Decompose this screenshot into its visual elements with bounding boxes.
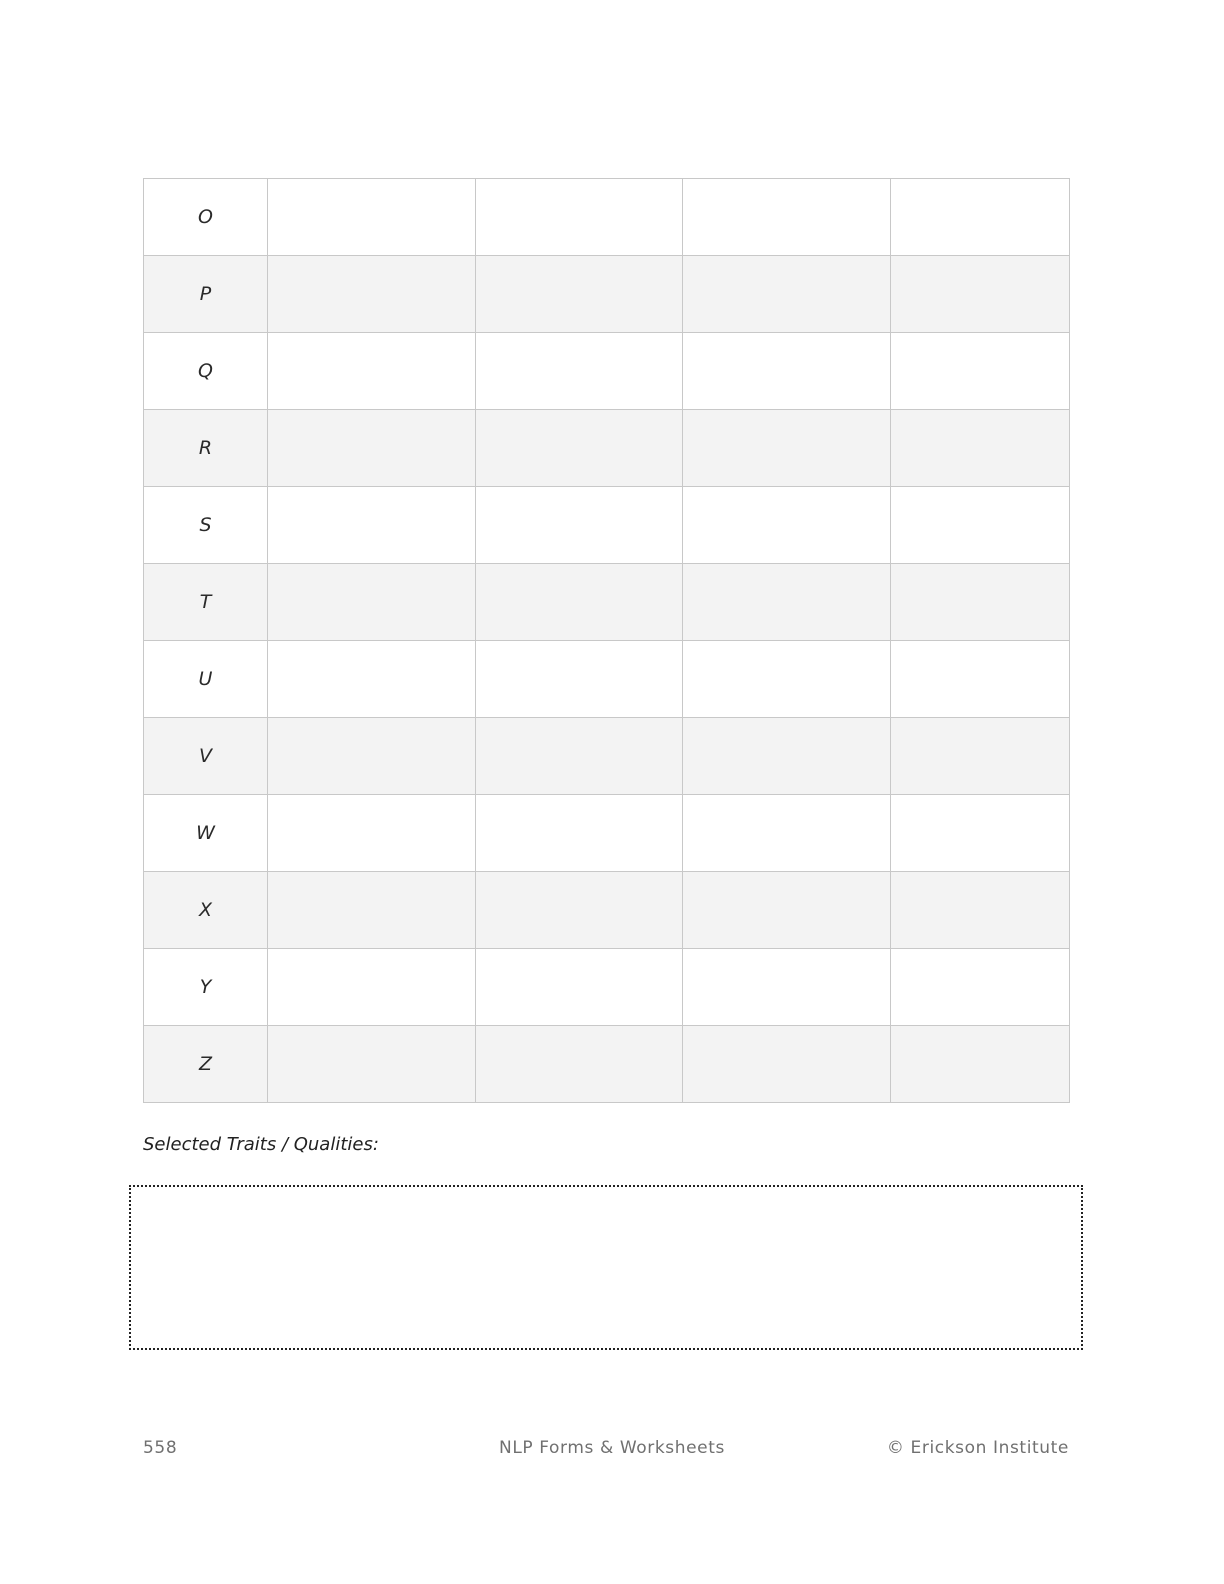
- entry-cell[interactable]: [683, 333, 891, 410]
- entry-cell[interactable]: [268, 256, 476, 333]
- entry-cell[interactable]: [891, 256, 1070, 333]
- entry-cell[interactable]: [476, 487, 683, 564]
- table-row: [144, 641, 1070, 718]
- entry-cell[interactable]: [683, 795, 891, 872]
- row-letter: O: [144, 179, 268, 256]
- entry-cell[interactable]: [683, 641, 891, 718]
- footer-copyright: © Erickson Institute: [886, 1438, 1069, 1458]
- entry-cell[interactable]: [476, 718, 683, 795]
- row-letter: T: [144, 564, 268, 641]
- entry-cell[interactable]: [891, 641, 1070, 718]
- table-row: [144, 256, 1070, 333]
- table-row: [144, 718, 1070, 795]
- table-row: [144, 1026, 1070, 1103]
- entry-cell[interactable]: [268, 410, 476, 487]
- row-letter: Q: [144, 333, 268, 410]
- entry-cell[interactable]: [891, 1026, 1070, 1103]
- entry-cell[interactable]: [268, 333, 476, 410]
- row-letter: U: [144, 641, 268, 718]
- entry-cell[interactable]: [683, 487, 891, 564]
- entry-cell[interactable]: [683, 179, 891, 256]
- row-letter: R: [144, 410, 268, 487]
- entry-cell[interactable]: [891, 410, 1070, 487]
- entry-cell[interactable]: [476, 949, 683, 1026]
- entry-cell[interactable]: [268, 179, 476, 256]
- entry-cell[interactable]: [268, 718, 476, 795]
- entry-cell[interactable]: [683, 718, 891, 795]
- entry-cell[interactable]: [268, 564, 476, 641]
- selected-traits-input-box[interactable]: [129, 1185, 1083, 1350]
- table-row: [144, 333, 1070, 410]
- entry-cell[interactable]: [476, 1026, 683, 1103]
- table-row: [144, 795, 1070, 872]
- entry-cell[interactable]: [268, 795, 476, 872]
- entry-cell[interactable]: [683, 410, 891, 487]
- entry-cell[interactable]: [683, 256, 891, 333]
- entry-cell[interactable]: [683, 1026, 891, 1103]
- alphabet-traits-table: [143, 178, 1070, 1103]
- entry-cell[interactable]: [891, 564, 1070, 641]
- entry-cell[interactable]: [268, 487, 476, 564]
- row-letter: W: [144, 795, 268, 872]
- entry-cell[interactable]: [891, 718, 1070, 795]
- entry-cell[interactable]: [268, 641, 476, 718]
- page-number: 558: [143, 1438, 178, 1458]
- entry-cell[interactable]: [891, 333, 1070, 410]
- row-letter: Z: [144, 1026, 268, 1103]
- table-row: [144, 564, 1070, 641]
- entry-cell[interactable]: [268, 872, 476, 949]
- entry-cell[interactable]: [683, 949, 891, 1026]
- table-row: [144, 487, 1070, 564]
- row-letter: V: [144, 718, 268, 795]
- entry-cell[interactable]: [891, 179, 1070, 256]
- entry-cell[interactable]: [476, 564, 683, 641]
- entry-cell[interactable]: [476, 795, 683, 872]
- entry-cell[interactable]: [268, 1026, 476, 1103]
- row-letter: X: [144, 872, 268, 949]
- row-letter: Y: [144, 949, 268, 1026]
- entry-cell[interactable]: [268, 949, 476, 1026]
- selected-traits-label: Selected Traits / Qualities:: [143, 1134, 379, 1155]
- footer-title: NLP Forms & Worksheets: [499, 1438, 725, 1458]
- entry-cell[interactable]: [683, 872, 891, 949]
- entry-cell[interactable]: [891, 949, 1070, 1026]
- entry-cell[interactable]: [476, 256, 683, 333]
- entry-cell[interactable]: [891, 872, 1070, 949]
- table-row: [144, 949, 1070, 1026]
- entry-cell[interactable]: [891, 487, 1070, 564]
- entry-cell[interactable]: [476, 333, 683, 410]
- entry-cell[interactable]: [476, 872, 683, 949]
- row-letter: P: [144, 256, 268, 333]
- entry-cell[interactable]: [476, 179, 683, 256]
- entry-cell[interactable]: [476, 410, 683, 487]
- row-letter: S: [144, 487, 268, 564]
- table-row: [144, 872, 1070, 949]
- table-row: [144, 179, 1070, 256]
- entry-cell[interactable]: [683, 564, 891, 641]
- entry-cell[interactable]: [891, 795, 1070, 872]
- table-row: [144, 410, 1070, 487]
- entry-cell[interactable]: [476, 641, 683, 718]
